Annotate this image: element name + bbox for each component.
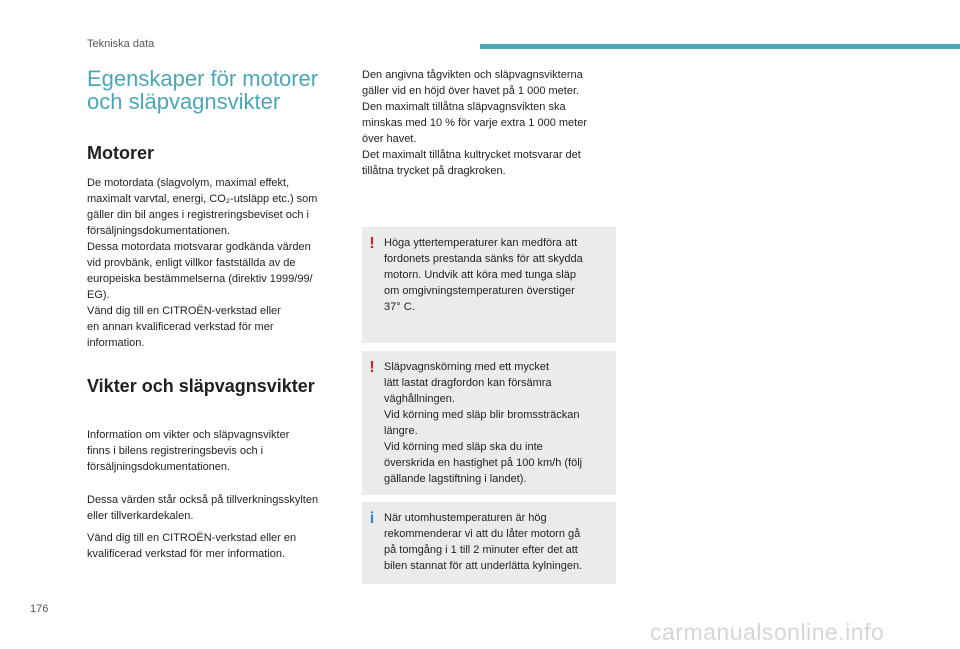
- towing-warning-box: [362, 351, 616, 495]
- text-line: När utomhustemperaturen är hög: [384, 512, 547, 524]
- vikter-paragraph-1: [87, 427, 343, 475]
- text-line: över havet.: [362, 133, 417, 145]
- text-line: Vid körning med släp ska du inte: [384, 441, 543, 453]
- text-line: Vänd dig till en CITROËN-verkstad eller en: [87, 532, 297, 544]
- vikter-heading: Vikter och släpvagnsvikter: [87, 376, 315, 396]
- high-temperature-warning-box: [362, 227, 616, 343]
- text-line: Information om vikter och släpvagnsvikter: [87, 429, 290, 441]
- text-line: lätt lastat dragfordon kan försämra: [384, 377, 552, 389]
- text-line: på tomgång i 1 till 2 minuter efter det att: [384, 544, 578, 556]
- exclamation-warning-icon: !: [369, 235, 375, 252]
- text-line: tillåtna trycket på dragkroken.: [362, 165, 506, 177]
- text-line: väghållningen.: [384, 393, 455, 405]
- watermark: carmanualsonline.info: [650, 619, 885, 645]
- text-line: kvalificerad verkstad för mer information.: [87, 548, 286, 560]
- header-accent-rule: [480, 44, 960, 49]
- vikter-paragraph-2: [87, 492, 347, 524]
- text-line: fordonets prestanda sänks för att skydda: [384, 253, 583, 265]
- text-line: Den maximalt tillåtna släpvagnsvikten ska: [362, 101, 566, 113]
- text-line: Dessa motordata motsvarar godkända värden: [87, 241, 311, 253]
- cooling-info-box: [362, 502, 616, 584]
- text-line: Det maximalt tillåtna kultrycket motsvarar det: [362, 149, 581, 161]
- text-line: en annan kvalificerad verkstad för mer: [87, 321, 274, 333]
- section-label: Tekniska data: [87, 38, 155, 50]
- page-number: 176: [30, 603, 49, 615]
- text-line: Vid körning med släp blir bromssträckan: [384, 409, 580, 421]
- text-line: om omgivningstemperaturen överstiger: [384, 285, 575, 297]
- motorer-paragraph: [87, 175, 343, 351]
- text-line: De motordata (slagvolym, maximal effekt,: [87, 177, 290, 189]
- vikter-paragraph-3: [87, 530, 347, 562]
- text-line: Dessa värden står också på tillverkningsskylten: [87, 494, 319, 506]
- text-line: bilen stannat för att underlätta kylningen.: [384, 560, 583, 572]
- page-title-line-2: och släpvagnsvikter: [87, 89, 281, 114]
- text-line: försäljningsdokumentationen.: [87, 225, 231, 237]
- warning-text: [384, 359, 610, 487]
- text-line: motorn. Undvik att köra med tunga släp: [384, 269, 576, 281]
- text-line: vid provbänk, enligt villkor fastställda av de: [87, 257, 296, 269]
- page-title: [87, 67, 347, 113]
- page-title-line-1: Egenskaper för motorer: [87, 66, 319, 91]
- text-line: EG).: [87, 289, 110, 301]
- info-text: [384, 510, 610, 574]
- text-line: Höga yttertemperaturer kan medföra att: [384, 237, 578, 249]
- info-icon: i: [369, 510, 375, 527]
- text-line: längre.: [384, 425, 418, 437]
- text-line: Den angivna tågvikten och släpvagnsvikterna: [362, 69, 583, 81]
- towing-weights-paragraph: [362, 67, 612, 179]
- text-line: gäller din bil anges i registreringsbeviset och i: [87, 209, 309, 221]
- text-line: information.: [87, 337, 145, 349]
- text-line: maximalt varvtal, energi, CO₂-utsläpp etc.) som: [87, 193, 318, 205]
- text-line: europeiska bestämmelserna (direktiv 1999/99/: [87, 273, 313, 285]
- text-line: Släpvagnskörning med ett mycket: [384, 361, 550, 373]
- text-line: gäller vid en höjd över havet på 1 000 meter.: [362, 85, 580, 97]
- warning-text: [384, 235, 610, 315]
- text-line: gällande lagstiftning i landet).: [384, 473, 527, 485]
- text-line: överskrida en hastighet på 100 km/h (följ: [384, 457, 583, 469]
- text-line: försäljningsdokumentationen.: [87, 461, 231, 473]
- text-line: rekommenderar vi att du låter motorn gå: [384, 528, 581, 540]
- text-line: 37° C.: [384, 301, 415, 313]
- text-line: finns i bilens registreringsbevis och i: [87, 445, 264, 457]
- text-line: eller tillverkardekalen.: [87, 510, 194, 522]
- text-line: minskas med 10 % för varje extra 1 000 meter: [362, 117, 587, 129]
- exclamation-warning-icon: !: [369, 359, 375, 376]
- text-line: Vänd dig till en CITROËN-verkstad eller: [87, 305, 281, 317]
- motorer-heading: Motorer: [87, 143, 154, 163]
